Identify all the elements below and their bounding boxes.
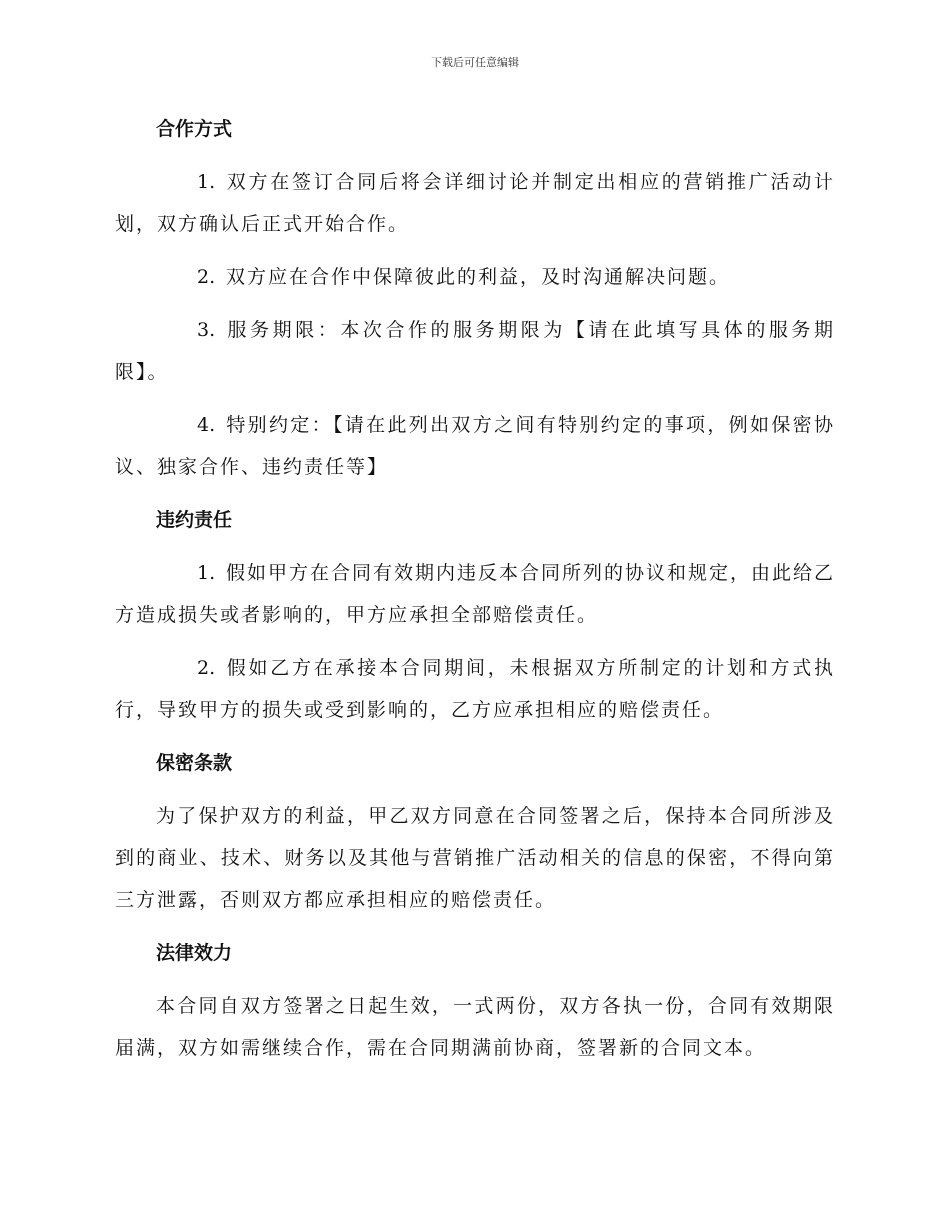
item-text: 双方在签订合同后将会详细讨论并制定出相应的营销推广活动计划，双方确认后正式开始合作。 bbox=[115, 171, 835, 235]
list-item bbox=[115, 647, 835, 731]
item-number: 2. bbox=[197, 266, 216, 288]
legal-paragraph: 本合同自双方签署之日起生效，一式两份，双方各执一份，合同有效期限届满，双方如需继续合作，需在合同期满前协商，签署新的合同文本。 bbox=[115, 995, 835, 1059]
item-text: 特别约定：【请在此列出双方之间有特别约定的事项，例如保密协议、独家合作、违约责任等】 bbox=[115, 414, 835, 478]
item-text: 假如乙方在承接本合同期间，未根据双方所制定的计划和方式执行，导致甲方的损失或受到影响的，乙方应承担相应的赔偿责任。 bbox=[115, 657, 835, 721]
section-title-confidentiality: 保密条款 bbox=[156, 752, 233, 774]
item-text: 双方应在合作中保障彼此的利益，及时沟通解决问题。 bbox=[226, 266, 731, 288]
section-title-liability: 违约责任 bbox=[156, 509, 233, 531]
list-item bbox=[115, 161, 835, 245]
section-title-cooperation: 合作方式 bbox=[156, 118, 233, 140]
item-text: 假如甲方在合同有效期内违反本合同所列的协议和规定，由此给乙方造成损失或者影响的，甲方应承担全部赔偿责任。 bbox=[115, 562, 836, 626]
item-number: 1. bbox=[197, 562, 216, 584]
item-text: 服务期限：本次合作的服务期限为【请在此填写具体的服务期限】。 bbox=[115, 319, 835, 383]
item-number: 4. bbox=[197, 414, 216, 436]
confidentiality-paragraph: 为了保护双方的利益，甲乙双方同意在合同签署之后，保持本合同所涉及到的商业、技术、财务以及其他与营销推广活动相关的信息的保密，不得向第三方泄露，否则双方都应承担相应的赔偿责任。 bbox=[115, 805, 835, 911]
item-number: 2. bbox=[197, 657, 216, 679]
list-item bbox=[115, 256, 835, 298]
list-item bbox=[115, 404, 835, 488]
list-item bbox=[115, 552, 835, 636]
page-header: 下载后可任意编辑 bbox=[431, 56, 519, 69]
item-number: 3. bbox=[197, 319, 216, 341]
document-body bbox=[115, 108, 835, 1080]
list-item bbox=[115, 309, 835, 393]
item-number: 1. bbox=[197, 171, 216, 193]
section-title-legal: 法律效力 bbox=[156, 942, 233, 964]
